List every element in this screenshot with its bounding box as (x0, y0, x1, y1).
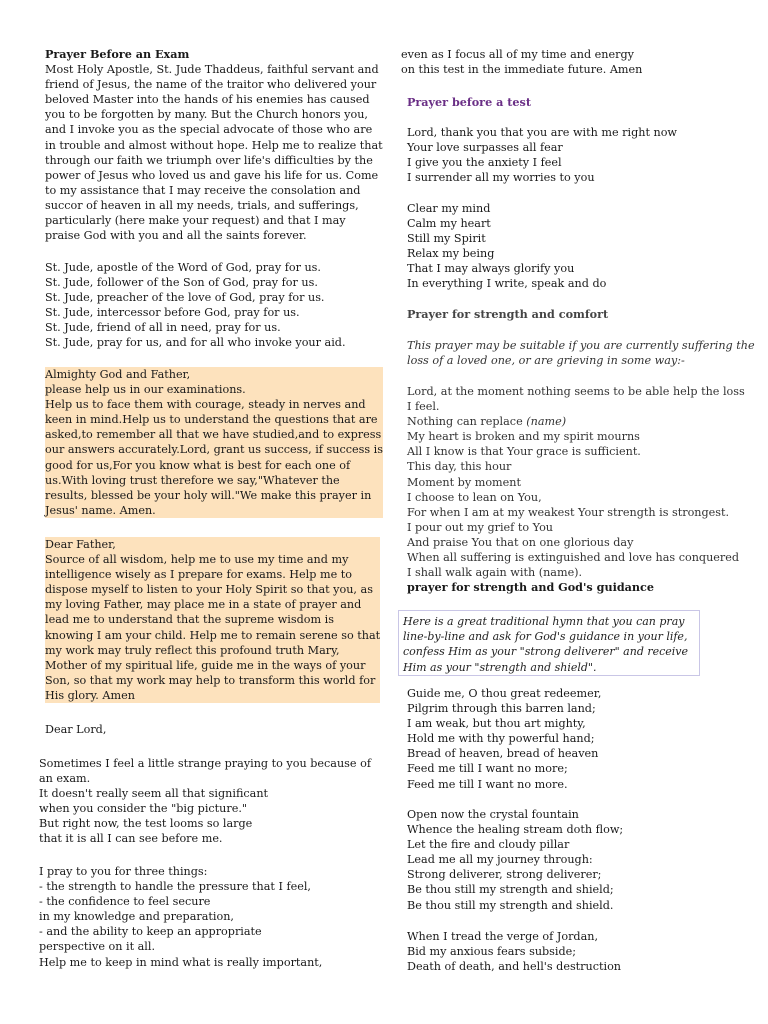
text-line: In everything I write, speak and do (407, 277, 607, 291)
jude-prayer-body (45, 62, 383, 243)
text-line: Sometimes I feel a little strange praying to you because of (39, 757, 371, 770)
test-prayer-stanza-1 (407, 125, 677, 185)
text-line: This day, this hour (407, 460, 512, 474)
text-line: Lead me all my journey through: (407, 853, 593, 867)
text-line: Death of death, and hell's destruction (407, 960, 622, 974)
text-line: St. Jude, follower of the Son of God, pray for us. (45, 276, 318, 290)
text-line: St. Jude, pray for us, and for all who invoke your aid. (45, 336, 346, 350)
text-line: Your love surpasses all fear (407, 141, 563, 155)
text-line: through our faith we triumph over life's difficulties by the (45, 153, 373, 167)
nothing-can-replace-line (407, 414, 745, 429)
text-line: When all suffering is extinguished and love has conquered (407, 551, 740, 565)
text-line: Whence the healing stream doth flow; (407, 823, 624, 837)
text-line: Guide me, O thou great redeemer, (407, 687, 602, 700)
three-things-prayer (39, 864, 322, 970)
text-line: I feel. (407, 400, 440, 414)
text-line: St. Jude, intercessor before God, pray for us. (45, 306, 300, 320)
text-line: Strong deliverer, strong deliverer; (407, 868, 602, 882)
text-line: Help me to keep in mind what is really important, (39, 955, 323, 969)
comfort-prayer-body (407, 384, 745, 580)
text-line: Bread of heaven, bread of heaven (407, 747, 599, 761)
text-line: friend of Jesus, the name of the traitor who delivered your (45, 78, 377, 92)
test-prayer-title: Prayer before a test (407, 95, 531, 109)
text-line: intelligence wisely as I prepare for exams. Help me to (45, 567, 380, 582)
text-line: Let the fire and cloudy pillar (407, 838, 570, 852)
text-line: Jesus' name. Amen. (45, 503, 383, 518)
text-line: particularly (here make your request) and that I may (45, 214, 346, 228)
text-line: I give you the anxiety I feel (407, 156, 562, 170)
text-line: Open now the crystal fountain (407, 808, 579, 821)
text-line: Most Holy Apostle, St. Jude Thaddeus, faithful servant and (45, 63, 379, 77)
text-line: St. Jude, apostle of the Word of God, pray for us. (45, 261, 321, 274)
text-line: Feed me till I want no more. (407, 777, 568, 791)
dear-lord-salutation (45, 722, 106, 737)
comfort-prayer-heading (407, 307, 608, 322)
text-line: Be thou still my strength and shield. (407, 898, 614, 912)
test-prayer-stanza-2 (407, 201, 606, 292)
text-line: my loving Father, may place me in a state of prayer and (45, 597, 380, 612)
text-line: I am weak, but thou art mighty, (407, 717, 586, 731)
text-line: For when I am at my weakest Your strength is strongest. (407, 505, 730, 519)
text-line: asked,to remember all that we have studied,and to express (45, 428, 382, 442)
text-line: It doesn't really seem all that significant (39, 787, 269, 801)
text-line: even as I focus all of my time and energy (401, 48, 634, 61)
text-line: His glory. Amen (45, 688, 380, 703)
text-line: knowing I am your child. Help me to remain serene so that (45, 628, 381, 642)
text-line: St. Jude, preacher of the love of God, pray for us. (45, 291, 325, 305)
text-line: loss of a loved one, or are grieving in some way:- (407, 354, 685, 368)
text-line: Pilgrim through this barren land; (407, 702, 596, 716)
text-line: But right now, the test looms so large (39, 817, 253, 831)
almighty-prayer (45, 367, 383, 518)
hymn-verse-2 (407, 807, 623, 913)
text-line: - the strength to handle the pressure that I feel, (39, 880, 311, 894)
comfort-lines-second (407, 429, 745, 580)
guidance-prayer-heading (407, 580, 654, 595)
text-line: keen in mind.Help us to understand the questions that are (45, 412, 383, 427)
text-line: Son, so that my work may help to transform this world for (45, 673, 380, 688)
guidance-prayer-title: prayer for strength and God's guidance (407, 580, 654, 594)
text-line: All I know is that Your grace is sufficient. (407, 445, 641, 459)
text-line: Lord, at the moment nothing seems to be able help the loss (407, 385, 745, 398)
text-line: Source of all wisdom, help me to use my time and my (45, 552, 380, 567)
text-line: results, blessed be your holy will."We make this prayer in (45, 488, 383, 503)
text-line: to my assistance that I may receive the consolation and (45, 183, 361, 197)
text-line: my work may truly reflect this profound truth Mary, (45, 643, 380, 658)
text-line: That I may always glorify you (407, 262, 575, 276)
text-line: in my knowledge and preparation, (39, 910, 234, 924)
text-line: Him as your "strength and shield". (403, 660, 597, 674)
text-line: Help us to face them with courage, steady in nerves and (45, 397, 383, 412)
text-line: Calm my heart (407, 217, 491, 231)
comfort-prayer-title: Prayer for strength and comfort (407, 307, 609, 321)
text-line: power of Jesus who loved us and gave his life for us. Come (45, 168, 379, 182)
continued-prayer (401, 47, 642, 77)
comfort-lines-first (407, 384, 745, 414)
text-line: praise God with you and all the saints forever. (45, 229, 307, 243)
text-line: lead me to understand that the supreme wisdom is (45, 612, 380, 627)
text-line: dispose myself to listen to your Holy Spirit so that you, as (45, 582, 380, 597)
name-placeholder: (name) (526, 415, 567, 429)
test-prayer-heading (407, 95, 531, 110)
nothing-can-replace-text: Nothing can replace (407, 415, 527, 429)
text-line: Bid my anxious fears subside; (407, 945, 577, 959)
text-line: St. Jude, friend of all in need, pray for us. (45, 321, 281, 335)
text-line: I choose to lean on You, (407, 490, 542, 504)
hymn-verse-1 (407, 686, 601, 792)
jude-prayer-title: Prayer Before an Exam (45, 47, 190, 61)
text-line: Still my Spirit (407, 232, 486, 246)
dear-lord-text: Dear Lord, (45, 723, 107, 736)
jude-litany (45, 260, 346, 351)
text-line: succor of heaven in all my needs, trials, and sufferings, (45, 198, 359, 212)
text-line: Mother of my spiritual life, guide me in the ways of your (45, 658, 380, 673)
text-line: - the confidence to feel secure (39, 895, 211, 909)
text-line: I shall walk again with (name). (407, 566, 583, 580)
text-line: us.With loving trust therefore we say,"Whatever the (45, 473, 383, 488)
text-line: I pour out my grief to You (407, 520, 554, 534)
text-line: an exam. (39, 772, 91, 786)
text-line: Clear my mind (407, 202, 491, 215)
text-line: our answers accurately.Lord, grant us success, if success is (45, 443, 383, 457)
strange-prayer (39, 756, 371, 847)
text-line: confess Him as your "strong deliverer" and receive (403, 645, 689, 659)
text-line: you to be forgotten by many. But the Church honors you, (45, 108, 368, 122)
text-line: that it is all I can see before me. (39, 832, 223, 846)
dear-father-prayer (45, 537, 380, 703)
text-line: I pray to you for three things: (39, 865, 208, 878)
text-line: Be thou still my strength and shield; (407, 883, 614, 897)
text-line: When I tread the verge of Jordan, (407, 930, 599, 943)
text-line: good for us,For you know what is best for each one of (45, 458, 383, 473)
comfort-prayer-note (407, 338, 755, 368)
text-line: Almighty God and Father, (45, 367, 383, 382)
text-line: Relax my being (407, 247, 495, 261)
text-line: My heart is broken and my spirit mourns (407, 430, 640, 444)
text-line: - and the ability to keep an appropriate (39, 925, 262, 939)
text-line: please help us in our examinations. (45, 382, 383, 397)
text-line: Moment by moment (407, 475, 521, 489)
text-line: line-by-line and ask for God's guidance in your life, (403, 630, 688, 644)
text-line: in trouble and almost without hope. Help me to realize that (45, 138, 383, 152)
hymn-verse-3 (407, 929, 621, 974)
text-line: This prayer may be suitable if you are currently suffering the (407, 339, 755, 352)
text-line: And praise You that on one glorious day (407, 535, 634, 549)
text-line: beloved Master into the hands of his enemies has caused (45, 93, 370, 107)
text-line: Dear Father, (45, 537, 380, 552)
text-line: and I invoke you as the special advocate of those who are (45, 123, 373, 137)
text-line: Lord, thank you that you are with me right now (407, 126, 678, 139)
text-line: Feed me till I want no more; (407, 762, 568, 776)
text-line: I surrender all my worries to you (407, 171, 595, 185)
text-line: on this test in the immediate future. Amen (401, 63, 643, 77)
text-line: Here is a great traditional hymn that you can pray (403, 615, 685, 628)
text-line: perspective on it all. (39, 940, 155, 954)
jude-prayer-section (45, 47, 383, 243)
text-line: when you consider the "big picture." (39, 802, 248, 816)
hymn-intro-box (398, 610, 700, 676)
text-line: Hold me with thy powerful hand; (407, 732, 595, 746)
